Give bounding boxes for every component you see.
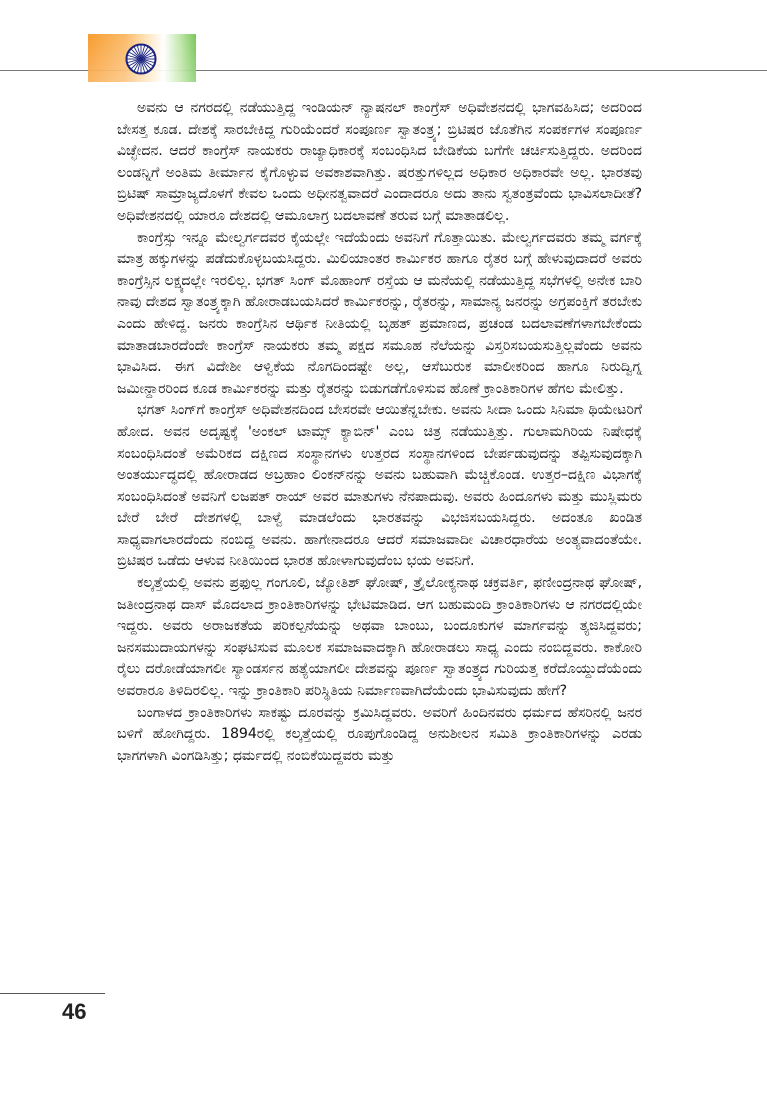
page-body	[117, 98, 642, 767]
footer-rule	[0, 993, 105, 994]
ashoka-chakra-icon	[124, 42, 158, 76]
paragraph: ಕಲ್ಕತ್ತೆಯಲ್ಲಿ ಅವನು ಪ್ರಫುಲ್ಲ ಗಂಗೂಲಿ, ಜ್ಯೋತಿಶ್ ಘೋಷ್, ತ್ರೈಲೋಕ್ಯನಾಥ ಚಕ್ರವರ್ತಿ, ಫಣೀಂದ್ರನಾಥ ಘೋಷ್, ಜತೀಂದ್ರನಾಥ ದಾಸ್ ಮೊದಲಾದ ಕ್ರಾಂತಿಕಾರಿಗಳನ್ನು ಭೇಟಿಮಾಡಿದ. ಆಗ ಬಹುಮಂದಿ ಕ್ರಾಂತಿಕಾರಿಗಳು ಆ ನಗರದಲ್ಲಿಯೇ ಇದ್ದರು. ಅವರು ಅರಾಜಕತೆಯ ಪರಿಕಲ್ಪನೆಯನ್ನು ಅಥವಾ ಬಾಂಬು, ಬಂದೂಕುಗಳ ಮಾರ್ಗವನ್ನು ತ್ಯಜಿಸಿದ್ದವರು; ಜನಸಮುದಾಯಗಳನ್ನು ಸಂಘಟಿಸುವ ಮೂಲಕ ಸಮಾಜವಾದಕ್ಕಾಗಿ ಹೋರಾಡಲು ಸಾಧ್ಯ ಎಂದು ನಂಬಿದ್ದವರು. ಕಾಕೋರಿ ರೈಲು ದರೋಡೆಯಾಗಲೀ ಸ್ಯಾಂಡರ್ಸನ ಹತ್ಯೆಯಾಗಲೀ ದೇಶವನ್ನು ಪೂರ್ಣ ಸ್ವಾತಂತ್ರ್ಯದ ಗುರಿಯತ್ತ ಕರೆದೊಯ್ದುದೆಯೆಂದು ಅವರಾರೂ ತಿಳಿದಿರಲಿಲ್ಲ. ಇನ್ನು ಕ್ರಾಂತಿಕಾರಿ ಪರಿಸ್ಥಿತಿಯ ನಿರ್ಮಾಣವಾಗಿದೆಯೆಂದು ಭಾವಿಸುವುದು ಹೇಗೆ?	[117, 575, 642, 700]
paragraph: ಅವನು ಆ ನಗರದಲ್ಲಿ ನಡೆಯುತ್ತಿದ್ದ ಇಂಡಿಯನ್ ನ್ಯಾಷನಲ್ ಕಾಂಗ್ರೆಸ್ ಅಧಿವೇಶನದಲ್ಲಿ ಭಾಗವಹಿಸಿದ; ಅದರಿಂದ ಬೇಸತ್ತ ಕೂಡ. ದೇಶಕ್ಕೆ ಸಾರಬೇಕಿದ್ದ ಗುರಿಯೆಂದರೆ ಸಂಪೂರ್ಣ ಸ್ವಾತಂತ್ರ್ಯ; ಬ್ರಿಟಿಷರ ಜೊತೆಗಿನ ಸಂಪರ್ಕಗಳ ಸಂಪೂರ್ಣ ವಿಚ್ಛೇದನ. ಆದರೆ ಕಾಂಗ್ರೆಸ್ ನಾಯಕರು ರಾಜ್ಯಾಧಿಕಾರಕ್ಕೆ ಸಂಬಂಧಿಸಿದ ಬೇಡಿಕೆಯ ಬಗೆಗೇ ಚರ್ಚಿಸುತ್ತಿದ್ದರು. ಅದರಿಂದ ಲಂಡನ್ನಿಗೆ ಅಂತಿಮ ತೀರ್ಮಾನ ಕೈಗೊಳ್ಳುವ ಅವಕಾಶವಾಗಿತ್ತು. ಷರತ್ತುಗಳಿಲ್ಲದ ಅಧಿಕಾರ ಅಧಿಕಾರವೇ ಅಲ್ಲ. ಭಾರತವು ಬ್ರಿಟಿಷ್ ಸಾಮ್ರಾಜ್ಯದೊಳಗೆ ಕೇವಲ ಒಂದು ಅಧೀನತ್ವವಾದರೆ ಎಂದಾದರೂ ಅದು ತಾನು ಸ್ವತಂತ್ರವೆಂದು ಭಾವಿಸಲಾದೀತೆ? ಅಧಿವೇಶನದಲ್ಲಿ ಯಾರೂ ದೇಶದಲ್ಲಿ ಆಮೂಲಾಗ್ರ ಬದಲಾವಣೆ ತರುವ ಬಗ್ಗೆ ಮಾತಾಡಲಿಲ್ಲ.	[117, 100, 642, 224]
page-number: 46	[62, 999, 87, 1024]
paragraph: ಕಾಂಗ್ರೆಸ್ಸು ಇನ್ನೂ ಮೇಲ್ವರ್ಗದವರ ಕೈಯಲ್ಲೇ ಇದೆಯೆಂದು ಅವನಿಗೆ ಗೊತ್ತಾಯಿತು. ಮೇಲ್ವರ್ಗದವರು ತಮ್ಮ ವರ್ಗಕ್ಕೆ ಮಾತ್ರ ಹಕ್ಕುಗಳನ್ನು ಪಡೆದುಕೊಳ್ಳಬಯಸಿದ್ದರು. ಮಿಲಿಯಾಂತರ ಕಾರ್ಮಿಕರ ಹಾಗೂ ರೈತರ ಬಗ್ಗೆ ಹೇಳುವುದಾದರೆ ಅವರು ಕಾಂಗ್ರೆಸ್ಸಿನ ಲಕ್ಷ್ಯದಲ್ಲೇ ಇರಲಿಲ್ಲ. ಭಗತ್ ಸಿಂಗ್ ಮೊಹಾಂಗ್ ರಸ್ತೆಯ ಆ ಮನೆಯಲ್ಲಿ ನಡೆಯುತ್ತಿದ್ದ ಸಭೆಗಳಲ್ಲಿ ಅನೇಕ ಬಾರಿ ನಾವು ದೇಶದ ಸ್ವಾತಂತ್ರ್ಯಕ್ಕಾಗಿ ಹೋರಾಡಬಯಸಿದರೆ ಕಾರ್ಮಿಕರನ್ನು, ರೈತರನ್ನು, ಸಾಮಾನ್ಯ ಜನರನ್ನು ಅಗ್ರಪಂಕ್ತಿಗೆ ತರಬೇಕು ಎಂದು ಹೇಳಿದ್ದ. ಜನರು ಕಾಂಗ್ರೆಸಿನ ಆರ್ಥಿಕ ನೀತಿಯಲ್ಲಿ ಬೃಹತ್ ಪ್ರಮಾಣದ, ಪ್ರಚಂಡ ಬದಲಾವಣೆಗಳಾಗಬೇಕೆಂದು ಮಾತಾಡಬಾರದೆಂದೇ ಕಾಂಗ್ರೆಸ್ ನಾಯಕರು ತಮ್ಮ ಪಕ್ಷದ ಸಮೂಹ ನೆಲೆಯನ್ನು ವಿಸ್ತರಿಸಬಯಸುತ್ತಿಲ್ಲವೆಂದು ಅವನು ಭಾವಿಸಿದ. ಈಗ ವಿದೇಶೀ ಆಳ್ವಿಕೆಯ ನೊಗದಿಂದಷ್ಟೇ ಅಲ್ಲ, ಆಸೆಬುರುಕ ಮಾಲೀಕರಿಂದ ಹಾಗೂ ನಿರುದ್ವಿಗ್ನ ಜಮೀನ್ದಾರರಿಂದ ಕೂಡ ಕಾರ್ಮಿಕರನ್ನು ಮತ್ತು ರೈತರನ್ನು ಬಿಡುಗಡೆಗೊಳಿಸುವ ಹೊಣೆ ಕ್ರಾಂತಿಕಾರಿಗಳ ಹೆಗಲ ಮೇಲಿತ್ತು.	[117, 229, 642, 397]
paragraph: ಬಂಗಾಳದ ಕ್ರಾಂತಿಕಾರಿಗಳು ಸಾಕಷ್ಟು ದೂರವನ್ನು ಕ್ರಮಿಸಿದ್ದವರು. ಅವರಿಗೆ ಹಿಂದಿನವರು ಧರ್ಮದ ಹೆಸರಿನಲ್ಲಿ ಜನರ ಬಳಿಗೆ ಹೋಗಿದ್ದರು. 1894ರಲ್ಲಿ ಕಲ್ಕತ್ತೆಯಲ್ಲಿ ರೂಪುಗೊಂಡಿದ್ದ ಅನುಶೀಲನ ಸಮಿತಿ ಕ್ರಾಂತಿಕಾರಿಗಳನ್ನು ಎರಡು ಭಾಗಗಳಾಗಿ ವಿಂಗಡಿಸಿತ್ತು; ಧರ್ಮದಲ್ಲಿ ನಂಬಿಕೆಯಿದ್ದವರು ಮತ್ತು	[117, 704, 642, 764]
paragraph: ಭಗತ್ ಸಿಂಗ್‌ಗೆ ಕಾಂಗ್ರೆಸ್ ಅಧಿವೇಶನದಿಂದ ಬೇಸರವೇ ಆಯಿತೆನ್ನಬೇಕು. ಅವನು ಸೀದಾ ಒಂದು ಸಿನಿಮಾ ಥಿಯೇಟರಿಗೆ ಹೋದ. ಅವನ ಅದೃಷ್ಟಕ್ಕೆ 'ಅಂಕಲ್ ಟಾಮ್ಸ್ ಕ್ಯಾಬಿನ್' ಎಂಬ ಚಿತ್ರ ನಡೆಯುತ್ತಿತ್ತು. ಗುಲಾಮಗಿರಿಯ ನಿಷೇಧಕ್ಕೆ ಸಂಬಂಧಿಸಿದಂತೆ ಅಮೆರಿಕದ ದಕ್ಷಿಣದ ಸಂಸ್ಥಾನಗಳು ಉತ್ತರದ ಸಂಸ್ಥಾನಗಳಿಂದ ಬೇರ್ಪಡುವುದನ್ನು ತಪ್ಪಿಸುವುದಕ್ಕಾಗಿ ಅಂತರ್ಯುದ್ಧದಲ್ಲಿ ಹೋರಾಡದ ಅಬ್ರಹಾಂ ಲಿಂಕನ್‌ನನ್ನು ಅವನು ಬಹುವಾಗಿ ಮೆಚ್ಚಿಕೊಂಡ. ಉತ್ತರ–ದಕ್ಷಿಣ ವಿಭಾಗಕ್ಕೆ ಸಂಬಂಧಿಸಿದಂತೆ ಅವನಿಗೆ ಲಜಪತ್ ರಾಯ್ ಅವರ ಮಾತುಗಳು ನೆನಪಾದುವು. ಅವರು ಹಿಂದೂಗಳು ಮತ್ತು ಮುಸ್ಲಿಮರು ಬೇರೆ ಬೇರೆ ದೇಶಗಳಲ್ಲಿ ಬಾಳ್ವೆ ಮಾಡಲೆಂದು ಭಾರತವನ್ನು ವಿಭಜಿಸಬಯಸಿದ್ದರು. ಅದಂತೂ ಖಂಡಿತ ಸಾಧ್ಯವಾಗಲಾರದೆಂದು ನಂಬಿದ್ದ ಅವನು. ಹಾಗೇನಾದರೂ ಆದರೆ ಸಮಾಜವಾದೀ ವಿಚಾರಧಾರೆಯ ಅಂತ್ಯವಾದಂತೆಯೇ. ಬ್ರಿಟಿಷರ ಒಡೆದು ಆಳುವ ನೀತಿಯಿಂದ ಭಾರತ ಹೋಳಾಗುವುದೆಂಬ ಭಯ ಅವನಿಗೆ.	[117, 402, 642, 570]
